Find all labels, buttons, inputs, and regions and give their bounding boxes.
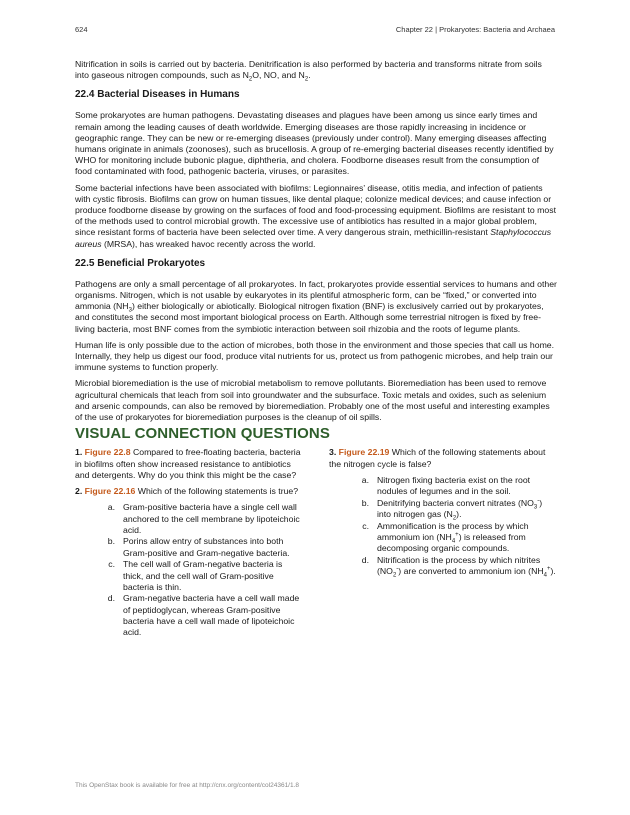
option-item: b. Denitrifying bacteria convert nitrates $(NO_3^-)$ into nitrogen gas $(N_2)$. xyxy=(361,497,543,522)
figure-link[interactable]: Figure 22.16 xyxy=(84,486,136,497)
intro-paragraph: Nitrification in soils is carried out by bacteria. Denitrification is also performed by bacteria and transforms nitrate from soils into gaseous nitrogen compounds, such as $N_2O$, NO, and $N_2$. xyxy=(75,59,542,83)
question-2-options xyxy=(75,502,303,638)
paragraph: Microbial bioremediation is the use of microbial metabolism to remove pollutants. Bioremediation has been used to remove agricultural chemicals that leach from soil into groundwater and the subsurface. Toxic metals and oxides, such as selenium and arsenic compounds, can also be removed by bioremediation. Probably one of the most useful and interesting examples of the use of prokaryotes for bioremediation purposes is the cleanup of oil spills. xyxy=(75,378,550,423)
question-3: 3. Figure 22.19 Which of the following statements about the nitrogen cycle is false? xyxy=(329,447,546,469)
option-item: b. Porins allow entry of substances into both Gram-positive and Gram-negative bacteria. xyxy=(107,536,290,558)
running-head: Chapter 22 | Prokaryotes: Bacteria and Archaea xyxy=(395,25,555,34)
option-item: a. Nitrogen fixing bacteria exist on the root nodules of legumes and in the soil. xyxy=(361,474,531,497)
question-1: 1. Figure 22.8 Compared to free-floating bacteria, bacteria in biofilms often show increased resistance to antibiotics and detergents. Why do you think this might be the case? xyxy=(75,447,301,480)
question-3-options xyxy=(329,475,557,577)
option-item: d. Gram-negative bacteria have a cell wall made of peptidoglycan, whereas Gram-positive bacteria have a cell wall made of lipoteichoic acid. xyxy=(107,593,300,638)
section-heading-22-4: 22.4 Bacterial Diseases in Humans xyxy=(75,89,240,101)
questions-columns xyxy=(75,447,557,642)
option-item: c. Ammonification is the process by which ammonium ion $(NH_4^+)$ is released from decomposing organic compounds. xyxy=(362,520,529,554)
visual-connection-heading: VISUAL CONNECTION QUESTIONS xyxy=(75,425,330,443)
page-content xyxy=(75,59,557,642)
paragraph: Human life is only possible due to the action of microbes, both those in the environment and those species that call us home. Internally, they help us digest our food, produce vital nutrients for us, protect us from pathogenic microbes, and help train our immune systems to function properly. xyxy=(75,339,555,373)
paragraph: Pathogens are only a small percentage of all prokaryotes. In fact, prokaryotes provide essential services to humans and other organisms. Nitrogen, which is not usable by eukaryotes in its plentiful atmospheric form, can be “fixed,” or converted into ammonia $(NH_3)$ either biologically or abiotically. Biological nitrogen fixation (BNF) is exclusively carried out by prokaryotes, and constitutes the second most important biological process on Earth. Although some terrestrial nitrogen is fixed by free-living bacteria, most BNF comes from the symbiotic interaction between soil rhizobia and the roots of legume plants. xyxy=(75,278,557,334)
page-number: 624 xyxy=(75,25,88,34)
option-item: d. Nitrification is the process by which nitrites $(NO_2^-)$ are converted to ammonium ion $(NH_4^+)$. xyxy=(361,554,556,579)
footer-note: This OpenStax book is available for free at http://cnx.org/content/col24361/1.8 xyxy=(75,782,300,789)
paragraph: Some prokaryotes are human pathogens. Devastating diseases and plagues have been among us since early times and remain among the leading causes of death worldwide. Emerging diseases are those rapidly increasing in incidence or geographic range. They can be new or re-emerging diseases (previously under control). Many emerging diseases affecting humans originate in animals (zoonoses), such as brucellosis. A group of re-emerging bacterial diseases recently identified by WHO for monitoring include bubonic plague, diphtheria, and cholera. Foodborne diseases result from the consumption of food contaminated with food, pathogenic bacteria, viruses, or parasites. xyxy=(75,110,554,177)
questions-right-column xyxy=(329,447,557,642)
figure-link[interactable]: Figure 22.19 xyxy=(338,447,390,458)
section-heading-22-5: 22.5 Beneficial Prokaryotes xyxy=(75,257,206,269)
question-2: 2. Figure 22.16 Which of the following statements is true? xyxy=(75,486,299,497)
figure-link[interactable]: Figure 22.8 xyxy=(84,447,131,458)
paragraph: Some bacterial infections have been associated with biofilms: Legionnaires’ disease, otitis media, and infection of patients with cystic fibrosis. Biofilms can grow on human tissues, like dental plaque; colonize medical devices; and cause infection or produce foodborne disease by growing on the surfaces of food and food-processing equipment. Biofilms are resistant to most of the methods used to control microbial growth. The excessive use of antibiotics has resulted in a major global problem, since resistant forms of bacteria have been selected over time. A very dangerous strain, methicillin-resistant Staphylococcus aureus (MRSA), has wreaked havoc recently across the world. xyxy=(75,182,556,249)
option-item: c. The cell wall of Gram-negative bacteria is thick, and the cell wall of Gram-positive bacteria is thin. xyxy=(108,559,283,592)
questions-left-column xyxy=(75,447,303,642)
option-item: a. Gram-positive bacteria have a single cell wall anchored to the cell membrane by lipoteichoic acid. xyxy=(107,502,300,535)
